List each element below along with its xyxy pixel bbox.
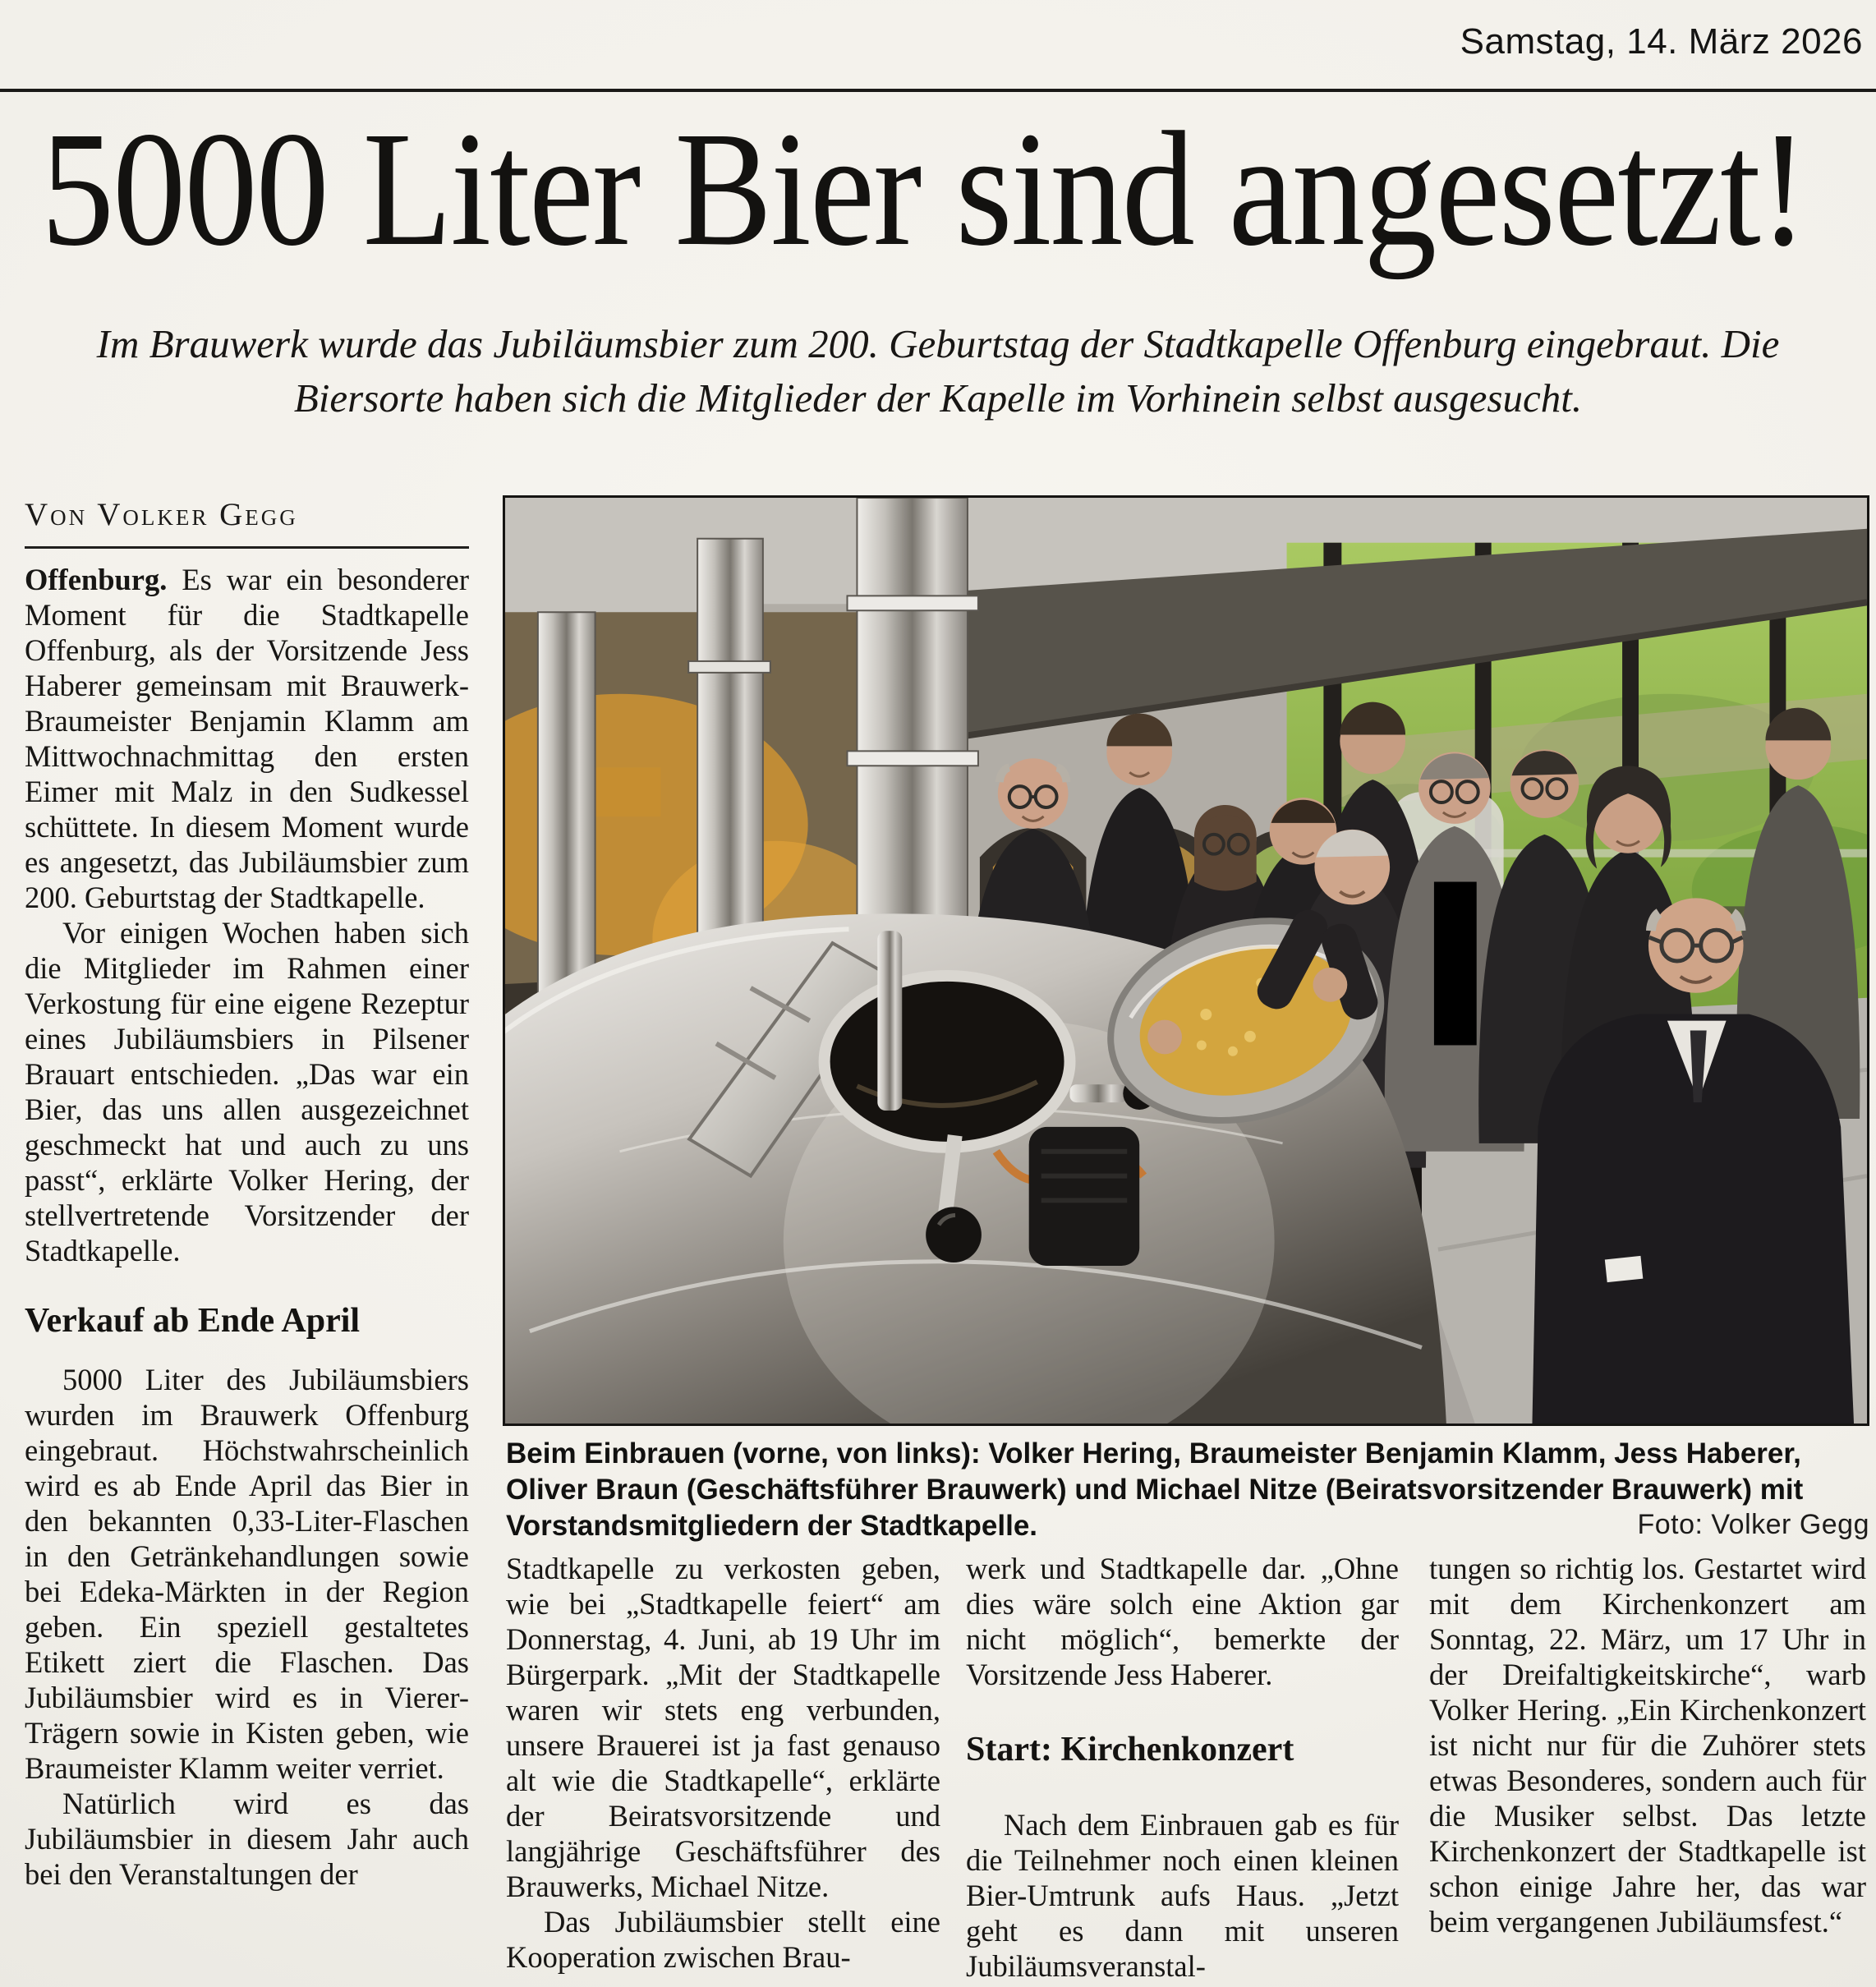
paragraph: Das Jubiläumsbier stellt eine Kooperation zwischen Brau- [506,1905,940,1974]
article-column-3 [966,1551,1399,1984]
paragraph: werk und Stadtkapelle dar. „Ohne dies wäre solch eine Aktion gar nicht möglich“, bemerkte der Vorsitzende Jess Haberer. [966,1552,1399,1691]
article-photo [503,495,1869,1426]
paragraph: Nach dem Einbrauen gab es für die Teilnehmer noch einen kleinen Bier-Umtrunk aufs Haus. „Jetzt geht es dann mit unseren Jubiläumsveranstal- [966,1808,1399,1983]
header-rule [0,89,1876,92]
article-headline-text: 5000 Liter Bier sind angesetzt! [41,99,1807,280]
paragraph: Natürlich wird es das Jubiläumsbier in diesem Jahr auch bei den Veranstaltungen der [25,1787,469,1891]
article-column-2 [506,1551,940,1975]
article-column-1 [25,562,469,1892]
paragraph: 5000 Liter des Jubiläumsbiers wurden im Brauwerk Offenburg eingebraut. Höchstwahrscheinlich wird es ab Ende April das Bier in den bekannten 0,33-Liter-Flaschen in den Getränkehandlungen sowie bei Edeka-Märkten in der Region geben. Ein speziell gestaltetes Etikett ziert die Flaschen. Das Jubiläumsbier wird es in Vierer-Trägern sowie in Kisten geben, wie Braumeister Klamm weiter verriet. [25,1363,469,1785]
photo-credit: Foto: Volker Gegg [1637,1509,1869,1540]
paragraph: Vor einigen Wochen haben sich die Mitglieder im Rahmen einer Verkostung für eine eigene Rezeptur eines Jubiläumsbiers in Pilsener Brauart entschieden. „Das war ein Bier, das uns allen ausgezeichnet geschmeckt hat und auch zu uns passt“, erklärte Volker Hering, der stellvertretende Vorsitzender der Stadtkapelle. [25,916,469,1267]
section-subhead-verkauf: Verkauf ab Ende April [25,1302,361,1340]
article-byline-text: Von Volker Gegg [25,497,298,532]
paragraph: Stadtkapelle zu verkosten geben, wie bei „Stadtkapelle feiert“ am Donnerstag, 4. Juni, ab 19 Uhr im Bürgerpark. „Mit der Stadtkapelle waren wir stets eng verbunden, unsere Brauerei ist ja fast genauso alt wie die Stadtkapelle“, erklärte der Beiratsvorsitzende und langjährige Geschäftsführer des Brauwerks, Michael Nitze. [506,1552,940,1903]
section-subhead-kirchenkonzert: Start: Kirchenkonzert [966,1731,1294,1769]
paragraph-text: Es war ein besonderer Moment für die Stadtkapelle Offenburg, als der Vorsitzende Jess Haberer gemeinsam mit Brauwerk-Braumeister Benjamin Klamm am Mittwochnachmittag den ersten Eimer mit Malz in den Sudkessel schüttete. In diesem Moment wurde es angesetzt, das Jubiläumsbier zum 200. Geburtstag der Stadtkapelle. [25,563,470,914]
dateline: Offenburg. [25,563,168,596]
paragraph [25,562,469,915]
brewery-photo-illustration [505,498,1867,1424]
article-column-4 [1429,1551,1866,1939]
article-subheadline: Im Brauwerk wurde das Jubiläumsbier zum 200. Geburtstag der Stadtkapelle Offenburg eingebraut. Die Biersorte haben sich die Mitglieder der Kapelle im Vorhinein selbst ausgesucht. [96,321,1780,421]
page-date: Samstag, 14. März 2026 [1460,21,1863,62]
article-headline [41,99,1876,280]
photo-caption-text: Beim Einbrauen (vorne, von links): Volker Hering, Braumeister Benjamin Klamm, Jess Haberer, Oliver Braun (Geschäftsführer Brauwerk) und Michael Nitze (Beiratsvorsitzender Brauwerk) mit Vorstandsmitgliedern der Stadtkapelle. [506,1437,1804,1542]
photo-caption [506,1436,1869,1544]
article-byline [25,496,469,549]
paragraph: tungen so richtig los. Gestartet wird mit dem Kirchenkonzert am Sonntag, 22. März, um 17 Uhr in der Dreifaltigkeitskirche“, warb Volker Hering. „Ein Kirchenkonzert ist nicht nur für die Zuhörer stets etwas Besonderes, sondern auch für die Musiker selbst. Das letzte Kirchenkonzert der Stadtkapelle ist schon einige Jahre her, das war beim vergangenen Jubiläumsfest.“ [1429,1552,1866,1939]
